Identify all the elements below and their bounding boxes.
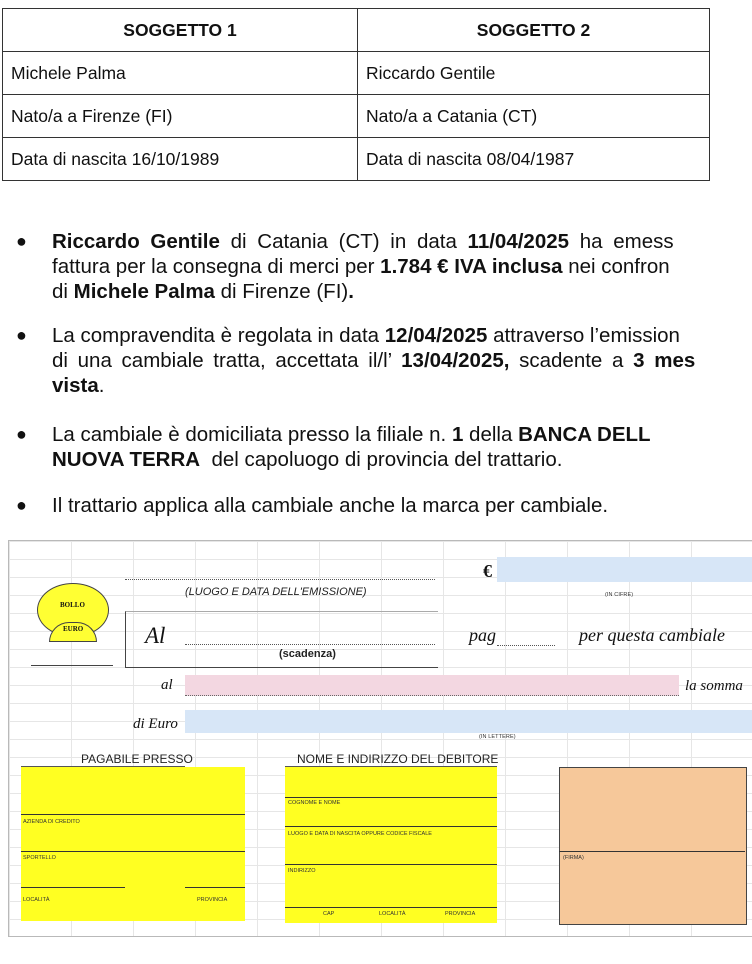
- table-cell: Nato/a a Catania (CT): [358, 95, 710, 138]
- issue-place-date-field[interactable]: [125, 579, 435, 580]
- di-euro-label: di Euro: [133, 716, 178, 732]
- divider: [21, 814, 245, 815]
- debitore-header: NOME E INDIRIZZO DEL DEBITORE: [297, 752, 499, 766]
- divider: [285, 864, 497, 865]
- cap-label: CAP: [323, 911, 335, 917]
- pagabile-presso-header: PAGABILE PRESSO: [81, 752, 193, 766]
- header-soggetto-1: SOGGETTO 1: [3, 9, 358, 52]
- table-header-row: [3, 9, 710, 52]
- amount-figures-field[interactable]: [497, 557, 752, 582]
- table-row: [3, 52, 710, 95]
- per-questa-cambiale-label: per questa cambiale: [579, 625, 725, 645]
- divider: [559, 851, 745, 852]
- cognome-nome-label: COGNOME E NOME: [288, 800, 341, 806]
- firma-label: (FIRMA): [563, 855, 584, 861]
- beneficiary-field[interactable]: [185, 675, 679, 696]
- bullet-icon: ●: [16, 325, 27, 345]
- subjects-table: [2, 8, 710, 181]
- divider: [285, 797, 497, 798]
- due-date-field[interactable]: [185, 644, 435, 645]
- divider: [185, 887, 245, 888]
- sportello-label: SPORTELLO: [23, 855, 56, 861]
- table-cell: Data di nascita 08/04/1987: [358, 138, 710, 181]
- pag-label: pag: [469, 625, 496, 645]
- table-row: [3, 95, 710, 138]
- divider: [21, 851, 245, 852]
- amount-letters-field[interactable]: [185, 710, 752, 733]
- luogo-nascita-label: LUOGO E DATA DI NASCITA OPPURE CODICE FISCALE: [288, 831, 432, 837]
- bollo-stamp-icon: BOLLO: [37, 583, 109, 637]
- issue-label: (LUOGO E DATA DELL'EMISSIONE): [185, 586, 367, 598]
- header-soggetto-2: SOGGETTO 2: [358, 9, 710, 52]
- scadenza-label: (scadenza): [279, 648, 336, 660]
- stamp-underline: [31, 665, 113, 666]
- localita-debitore-label: LOCALITÀ: [379, 911, 406, 917]
- bullet-icon: ●: [16, 231, 27, 251]
- azienda-label: AZIENDA DI CREDITO: [23, 819, 80, 825]
- bullet-icon: ●: [16, 424, 27, 444]
- table-cell: Data di nascita 16/10/1989: [3, 138, 358, 181]
- stamp-base: EURO: [49, 622, 97, 642]
- table-row: [3, 138, 710, 181]
- in-lettere-label: (IN LETTERE): [479, 734, 516, 740]
- provincia-debitore-label: PROVINCIA: [445, 911, 476, 917]
- table-cell: Riccardo Gentile: [358, 52, 710, 95]
- la-somma-label: la somma: [685, 678, 743, 694]
- indirizzo-label: INDIRIZZO: [288, 868, 316, 874]
- euro-sign: €: [483, 561, 492, 581]
- al-small-label: al: [161, 677, 173, 693]
- pag-field[interactable]: [497, 645, 555, 646]
- al-label: Al: [145, 623, 166, 648]
- table-cell: Michele Palma: [3, 52, 358, 95]
- bullet-icon: ●: [16, 495, 27, 515]
- divider: [285, 907, 497, 908]
- divider: [21, 887, 125, 888]
- firma-box[interactable]: [559, 767, 747, 925]
- debitore-box[interactable]: [285, 767, 497, 923]
- in-cifre-label: (IN CIFRE): [605, 592, 634, 598]
- cambiale-form: [8, 540, 752, 937]
- localita-label: LOCALITÀ: [23, 897, 50, 903]
- table-cell: Nato/a a Firenze (FI): [3, 95, 358, 138]
- provincia-label: PROVINCIA: [197, 897, 228, 903]
- divider: [285, 826, 497, 827]
